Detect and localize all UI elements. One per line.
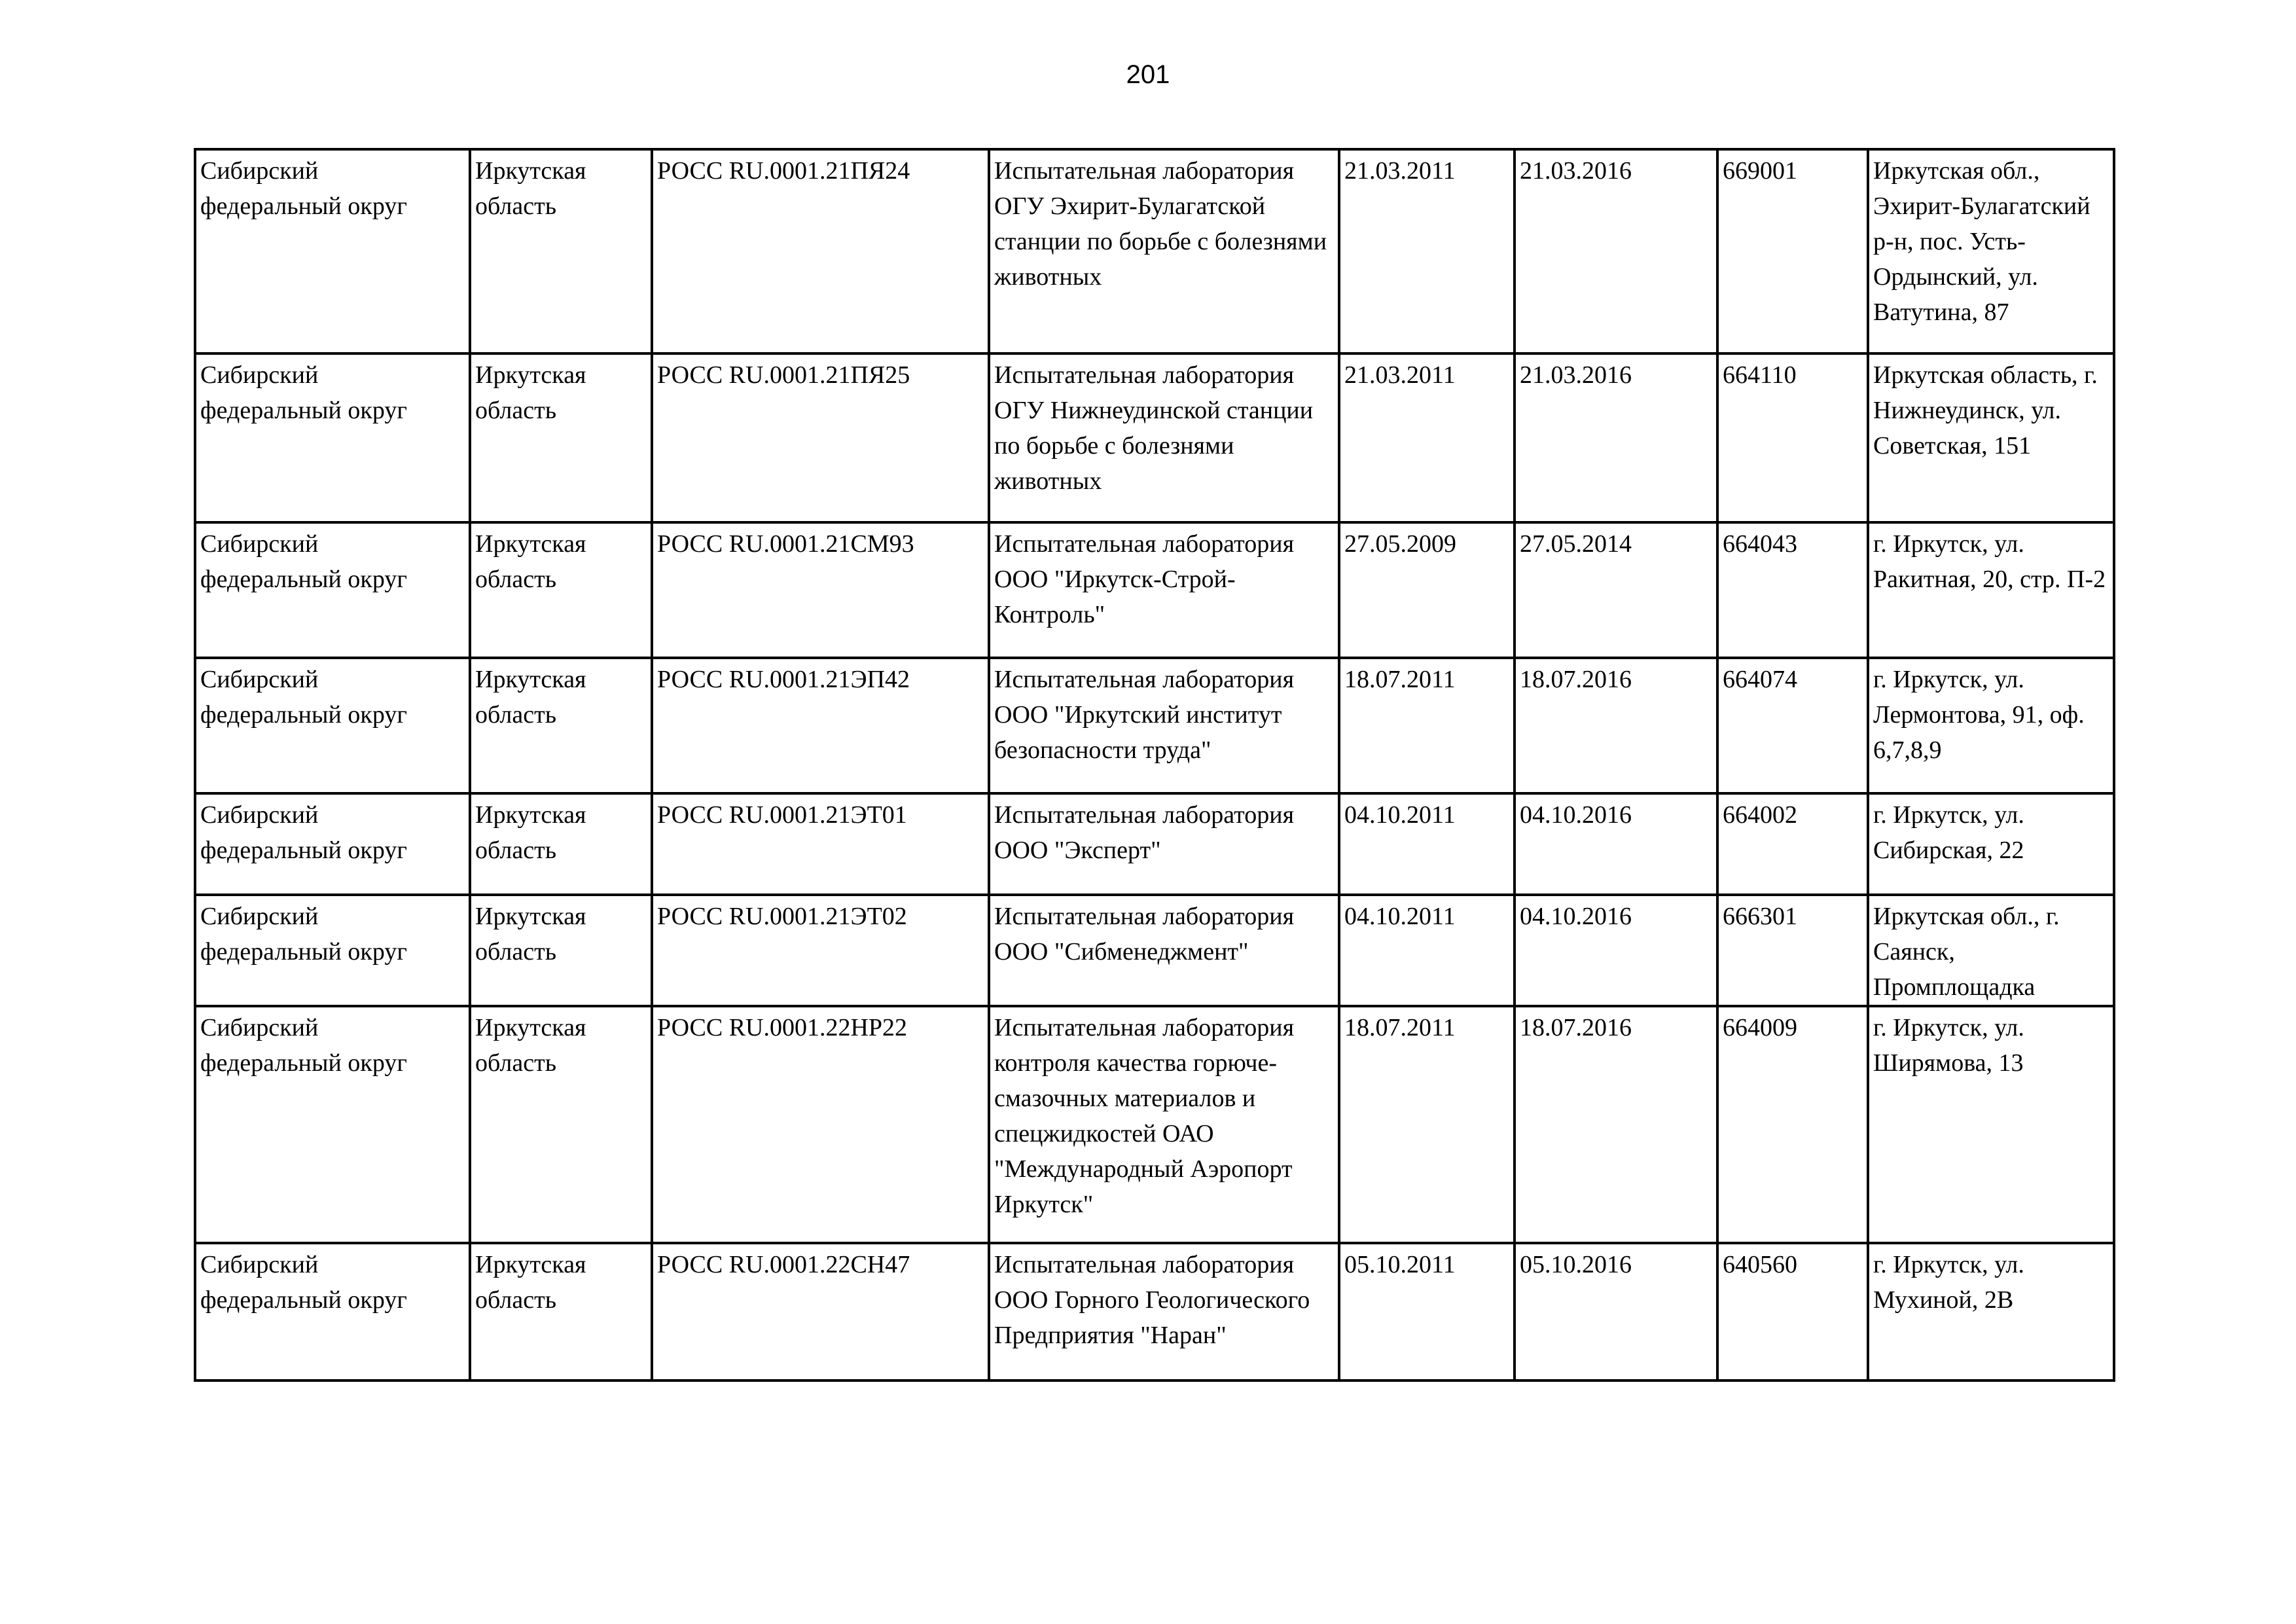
district-cell: Сибирский федеральный округ (195, 793, 470, 895)
lab-name-cell: Испытательная лаборатория ООО "Сибменеджмент" (989, 895, 1339, 1006)
district-cell: Сибирский федеральный округ (195, 1006, 470, 1243)
date-from-cell: 05.10.2011 (1339, 1243, 1515, 1380)
address-cell: г. Иркутск, ул. Ширямова, 13 (1868, 1006, 2114, 1243)
reg-number-cell: РОСС RU.0001.22СН47 (652, 1243, 989, 1380)
date-to-cell: 27.05.2014 (1515, 522, 1717, 658)
date-to-cell: 04.10.2016 (1515, 895, 1717, 1006)
address-cell: г. Иркутск, ул. Мухиной, 2В (1868, 1243, 2114, 1380)
district-cell: Сибирский федеральный округ (195, 658, 470, 793)
table-row (195, 149, 2114, 353)
region-cell: Иркутская область (470, 895, 652, 1006)
date-to-cell: 21.03.2016 (1515, 149, 1717, 353)
date-to-cell: 04.10.2016 (1515, 793, 1717, 895)
postcode-cell: 664002 (1717, 793, 1868, 895)
lab-name-cell: Испытательная лаборатория ООО Горного Геологического Предприятия "Наран" (989, 1243, 1339, 1380)
lab-name-cell: Испытательная лаборатория ООО "Иркутск-Строй-Контроль" (989, 522, 1339, 658)
date-to-cell: 18.07.2016 (1515, 1006, 1717, 1243)
postcode-cell: 664009 (1717, 1006, 1868, 1243)
reg-number-cell: РОСС RU.0001.21ПЯ24 (652, 149, 989, 353)
date-from-cell: 04.10.2011 (1339, 895, 1515, 1006)
table-row (195, 658, 2114, 793)
table-row (195, 793, 2114, 895)
lab-name-cell: Испытательная лаборатория ООО "Эксперт" (989, 793, 1339, 895)
lab-name-cell: Испытательная лаборатория ОГУ Нижнеудинской станции по борьбе с болезнями животных (989, 353, 1339, 522)
postcode-cell: 664043 (1717, 522, 1868, 658)
table-row (195, 1243, 2114, 1380)
date-to-cell: 21.03.2016 (1515, 353, 1717, 522)
reg-number-cell: РОСС RU.0001.22НР22 (652, 1006, 989, 1243)
date-to-cell: 18.07.2016 (1515, 658, 1717, 793)
postcode-cell: 664110 (1717, 353, 1868, 522)
address-cell: Иркутская обл., г. Саянск, Промплощадка (1868, 895, 2114, 1006)
region-cell: Иркутская область (470, 149, 652, 353)
address-cell: г. Иркутск, ул. Ракитная, 20, стр. П-2 (1868, 522, 2114, 658)
page-number: 201 (1126, 60, 1170, 89)
table-row (195, 353, 2114, 522)
address-cell: г. Иркутск, ул. Лермонтова, 91, оф. 6,7,8,9 (1868, 658, 2114, 793)
date-from-cell: 27.05.2009 (1339, 522, 1515, 658)
table-row (195, 522, 2114, 658)
region-cell: Иркутская область (470, 658, 652, 793)
reg-number-cell: РОСС RU.0001.21ЭП42 (652, 658, 989, 793)
date-from-cell: 04.10.2011 (1339, 793, 1515, 895)
region-cell: Иркутская область (470, 522, 652, 658)
reg-number-cell: РОСС RU.0001.21СМ93 (652, 522, 989, 658)
address-cell: Иркутская обл., Эхирит-Булагатский р-н, пос. Усть-Ордынский, ул. Ватутина, 87 (1868, 149, 2114, 353)
reg-number-cell: РОСС RU.0001.21ПЯ25 (652, 353, 989, 522)
region-cell: Иркутская область (470, 1243, 652, 1380)
lab-name-cell: Испытательная лаборатория контроля качества горюче-смазочных материалов и спецжидкостей ОАО "Международный Аэропорт Иркутск" (989, 1006, 1339, 1243)
postcode-cell: 666301 (1717, 895, 1868, 1006)
postcode-cell: 664074 (1717, 658, 1868, 793)
postcode-cell: 640560 (1717, 1243, 1868, 1380)
reg-number-cell: РОСС RU.0001.21ЭТ01 (652, 793, 989, 895)
reg-number-cell: РОСС RU.0001.21ЭТ02 (652, 895, 989, 1006)
date-from-cell: 21.03.2011 (1339, 353, 1515, 522)
region-cell: Иркутская область (470, 793, 652, 895)
table-row (195, 1006, 2114, 1243)
table-row (195, 895, 2114, 1006)
district-cell: Сибирский федеральный округ (195, 895, 470, 1006)
lab-name-cell: Испытательная лаборатория ООО "Иркутский институт безопасности труда" (989, 658, 1339, 793)
postcode-cell: 669001 (1717, 149, 1868, 353)
laboratory-registry-table (194, 148, 2115, 1382)
region-cell: Иркутская область (470, 353, 652, 522)
district-cell: Сибирский федеральный округ (195, 149, 470, 353)
district-cell: Сибирский федеральный округ (195, 1243, 470, 1380)
date-from-cell: 18.07.2011 (1339, 1006, 1515, 1243)
date-from-cell: 18.07.2011 (1339, 658, 1515, 793)
date-from-cell: 21.03.2011 (1339, 149, 1515, 353)
region-cell: Иркутская область (470, 1006, 652, 1243)
district-cell: Сибирский федеральный округ (195, 522, 470, 658)
lab-name-cell: Испытательная лаборатория ОГУ Эхирит-Булагатской станции по борьбе с болезнями животных (989, 149, 1339, 353)
address-cell: Иркутская область, г. Нижнеудинск, ул. Советская, 151 (1868, 353, 2114, 522)
date-to-cell: 05.10.2016 (1515, 1243, 1717, 1380)
address-cell: г. Иркутск, ул. Сибирская, 22 (1868, 793, 2114, 895)
district-cell: Сибирский федеральный округ (195, 353, 470, 522)
